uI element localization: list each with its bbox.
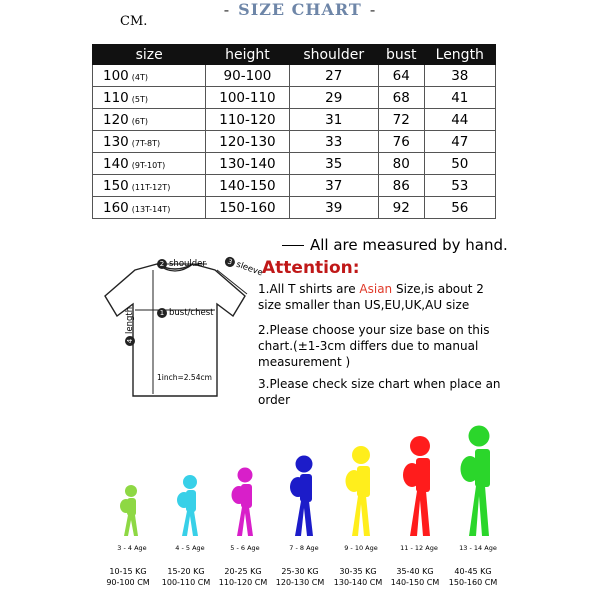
col-length: Length <box>424 45 495 65</box>
cell-size: 100 (4T) <box>93 65 206 87</box>
cell-size: 140 (9T-10T) <box>93 153 206 175</box>
cell-length: 56 <box>424 197 495 219</box>
table-row <box>93 109 496 131</box>
cell-size: 150 (11T-12T) <box>93 175 206 197</box>
table-row <box>93 131 496 153</box>
page-title <box>216 0 384 19</box>
cell-shoulder: 37 <box>289 175 378 197</box>
weight-height-label: 25-30 KG 120-130 CM <box>275 567 325 587</box>
attention-point-1: 1.All T shirts are Asian Size,is about 2 size smaller than US,EU,UK,AU size <box>258 282 484 312</box>
cell-height: 100-110 <box>206 87 289 109</box>
cell-size: 130 (7T-8T) <box>93 131 206 153</box>
cell-length: 47 <box>424 131 495 153</box>
kid-silhouette-icon <box>176 474 204 540</box>
cell-height: 130-140 <box>206 153 289 175</box>
age-label: 11 - 12 Age <box>400 544 438 552</box>
table-header-row <box>93 45 496 65</box>
age-label: 7 - 8 Age <box>289 544 319 552</box>
cell-size: 110 (5T) <box>93 87 206 109</box>
cell-height: 150-160 <box>206 197 289 219</box>
kid-silhouettes <box>100 420 520 540</box>
size-chart-header <box>0 0 600 22</box>
attention-point-2: 2.Please choose your size base on this chart.(±1-3cm differs due to manual measurement ) <box>258 323 490 369</box>
inch-conversion-label: 1inch=2.54cm <box>157 373 212 382</box>
cell-height: 120-130 <box>206 131 289 153</box>
table-row <box>93 197 496 219</box>
col-height: height <box>206 45 289 65</box>
cell-height: 110-120 <box>206 109 289 131</box>
kid-silhouette-icon <box>288 454 320 540</box>
kid-silhouette-icon <box>344 444 378 540</box>
cell-length: 41 <box>424 87 495 109</box>
weight-height-label: 35-40 KG 140-150 CM <box>390 567 440 587</box>
bust-label: 1 bust/chest <box>157 308 213 318</box>
title-text: SIZE CHART <box>238 0 362 19</box>
cell-bust: 72 <box>378 109 424 131</box>
kid-silhouette-icon <box>460 424 498 540</box>
cell-length: 44 <box>424 109 495 131</box>
cell-shoulder: 39 <box>289 197 378 219</box>
unit-label: CM. <box>120 14 148 29</box>
weight-height-label: 40-45 KG 150-160 CM <box>448 567 498 587</box>
age-label: 4 - 5 Age <box>175 544 205 552</box>
cell-bust: 64 <box>378 65 424 87</box>
cell-shoulder: 29 <box>289 87 378 109</box>
cell-shoulder: 31 <box>289 109 378 131</box>
title-dash-left: - <box>223 0 231 19</box>
table-row <box>93 87 496 109</box>
cell-size: 160 (13T-14T) <box>93 197 206 219</box>
col-size: size <box>93 45 206 65</box>
note-dash <box>282 245 304 246</box>
cell-height: 90-100 <box>206 65 289 87</box>
cell-bust: 68 <box>378 87 424 109</box>
age-label: 3 - 4 Age <box>117 544 147 552</box>
table-row <box>93 65 496 87</box>
table-row <box>93 153 496 175</box>
weight-height-label: 20-25 KG 110-120 CM <box>218 567 268 587</box>
cell-bust: 92 <box>378 197 424 219</box>
cell-length: 50 <box>424 153 495 175</box>
age-label: 9 - 10 Age <box>344 544 378 552</box>
sleeve-label: 3sleeve <box>223 256 264 279</box>
attention-title: Attention: <box>262 258 360 278</box>
title-dash-right: - <box>369 0 377 19</box>
age-label: 5 - 6 Age <box>230 544 260 552</box>
kid-silhouette-icon <box>230 466 260 540</box>
cell-bust: 86 <box>378 175 424 197</box>
size-table <box>92 44 496 219</box>
kid-silhouette-icon <box>118 484 144 540</box>
weight-height-label: 30-35 KG 130-140 CM <box>333 567 383 587</box>
tshirt-outline-icon <box>95 258 260 408</box>
cell-shoulder: 27 <box>289 65 378 87</box>
cell-length: 53 <box>424 175 495 197</box>
weight-height-label: 15-20 KG 100-110 CM <box>161 567 211 587</box>
age-label: 13 - 14 Age <box>459 544 497 552</box>
cell-length: 38 <box>424 65 495 87</box>
cell-height: 140-150 <box>206 175 289 197</box>
col-bust: bust <box>378 45 424 65</box>
shoulder-label: 2 shoulder <box>157 259 206 269</box>
cell-bust: 76 <box>378 131 424 153</box>
tshirt-diagram <box>95 257 265 408</box>
weight-height-label: 10-15 KG 90-100 CM <box>106 567 150 587</box>
cell-size: 120 (6T) <box>93 109 206 131</box>
length-label: 4length <box>125 307 135 346</box>
col-shoulder: shoulder <box>289 45 378 65</box>
cell-shoulder: 35 <box>289 153 378 175</box>
cell-shoulder: 33 <box>289 131 378 153</box>
measured-by-hand-note: All are measured by hand. <box>282 236 508 254</box>
attention-point-3: 3.Please check size chart when place an order <box>258 377 501 407</box>
cell-bust: 80 <box>378 153 424 175</box>
kid-silhouette-icon <box>402 434 438 540</box>
table-row <box>93 175 496 197</box>
